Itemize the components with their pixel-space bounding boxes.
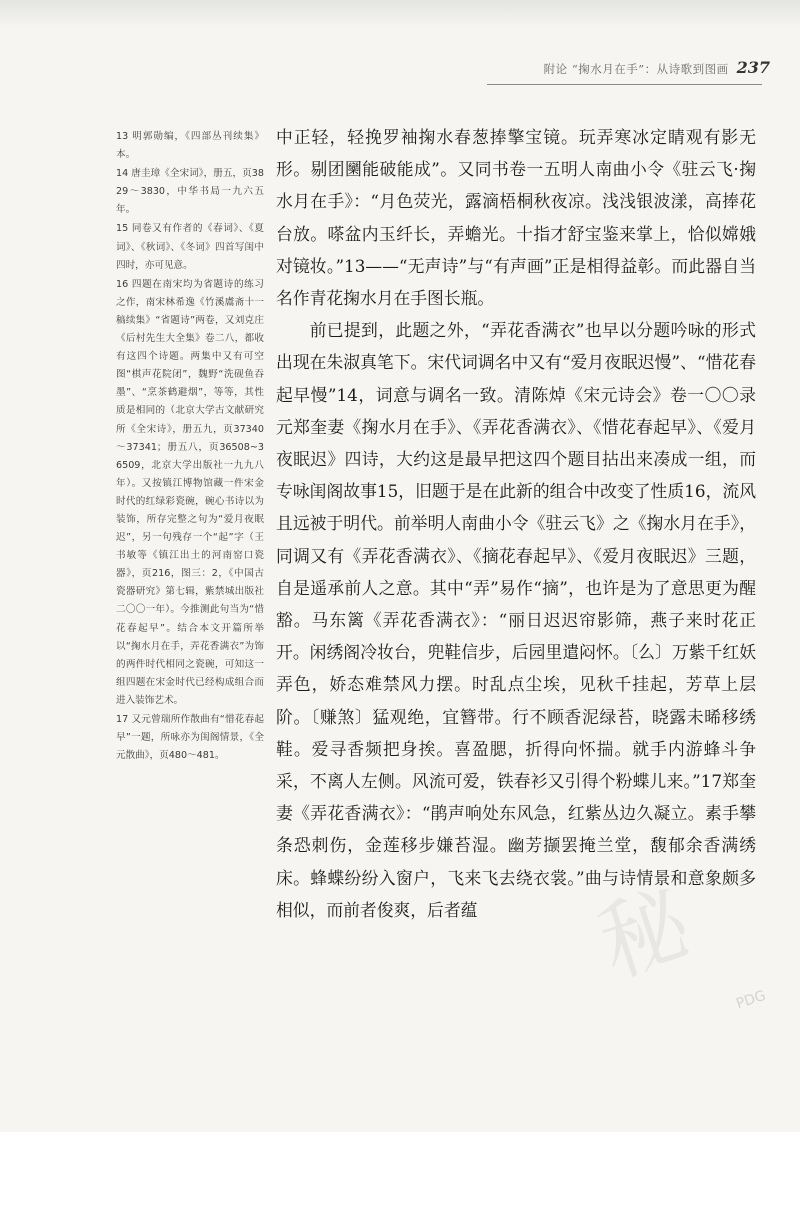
- footnote-17: 17 又元曾瑞所作散曲有“惜花春起早”一题，所咏亦为闺阁情景，《全元散曲》，页480～481。: [116, 714, 264, 762]
- paragraph: 前已提到，此题之外，“弄花香满衣”也早以分题吟咏的形式出现在朱淑真笔下。宋代词调名中又有“爱月夜眠迟慢”、“惜花春起早慢”14，词意与调名一致。清陈焯《宋元诗会》卷一〇〇录元郑奎妻《掬水月在手》、《弄花香满衣》、《惜花春起早》、《爱月夜眠迟》四诗，大约这是最早把这四个题目拈出来凑成一组，而专咏闺阁故事15，旧题于是在此新的组合中改变了性质16，流风且远被于明代。前举明人南曲小令《驻云飞》之《掬水月在手》，同调又有《弄花香满衣》、《摘花春起早》、《爱月夜眠迟》三题，自是遥承前人之意。其中“弄”易作“摘”，也许是为了意思更为醒豁。马东篱《弄花香满衣》：“丽日迟迟帘影筛，燕子来时花正开。闲绣阁冷妆台，兜鞋信步，后园里遣闷怀。〔么〕万紫千红妖弄色，娇态难禁风力摆。时乱点尘埃，见秋千挂起，芳草上层阶。〔赚煞〕猛观绝，宜簪带。行不顾香泥绿苔，晓露未晞移绣鞋。爱寻香频把身挨。喜盈腮，折得向怀揣。就手内游蜂斗争采，不离人左侧。风流可爱，铁春衫又引得个粉蝶儿来。”17郑奎妻《弄花香满衣》：“鹃声响处东风急，红紫丛边久凝立。素手攀条恐刺伤，金莲移步嫌苔湿。幽芳撷罢掩兰堂，馥郁余香满绣床。蜂蝶纷纷入窗户，飞来飞去绕衣裳。”曲与诗情景和意象颇多相似，而前者俊爽，后者蕴: [276, 320, 756, 920]
- page-number: 237: [736, 58, 770, 77]
- scan-top-shadow: [0, 0, 800, 28]
- running-header: [480, 58, 770, 80]
- footnote-13: 13 明郭勋编，《四部丛刊续集》本。: [116, 131, 264, 161]
- watermark-seal: 秘: [586, 873, 695, 997]
- paragraph-continued: 中正轻，轻挽罗袖掬水春葱捧擎宝镜。玩弄寒冰定睛观有影无形。剔团圞能破能成”。又同书卷一五明人南曲小令《驻云飞·掬水月在手》：“月色荧光，露滴梧桐秋夜凉。浅浅银波漾，高捧花台放。嗏盆内玉纤长，弄蟾光。十指才舒宝鉴来掌上，恰似嫦娥对镜妆。”13——“无声诗”与“有声画”正是相得益彰。而此器自当名作青花掬水月在手图长瓶。: [276, 127, 756, 309]
- header-rule: [487, 84, 762, 85]
- body-text: [276, 121, 756, 926]
- footnote-14: 14 唐圭璋《全宋词》，册五，页3829～3830，中华书局一九六五年。: [116, 168, 264, 216]
- footnote-15: 15 同卷又有作者的《春词》、《夏词》、《秋词》、《冬词》四首写闺中四时，亦可见意。: [116, 223, 264, 271]
- margin-notes: [116, 128, 264, 766]
- watermark-tag: PDG: [734, 987, 768, 1013]
- running-title: 附论 “掬水月在手”：从诗歌到图画: [543, 62, 729, 76]
- footnote-16: 16 四题在南宋均为省题诗的练习之作，南宋林希逸《竹溪鬳斋十一稿续集》“省题诗”两卷，又刘克庄《后村先生大全集》卷二八，都收有这四个诗题。两集中又有可空图“棋声花院闭”，魏野“洗砚鱼吞墨”、“烹茶鹤避烟”，等等，其性质是相同的（北京大学古文献研究所《全宋诗》，册五九，页37340～37341；册五八，页36508~36509，北京大学出版社一九九八年）。又按镇江博物馆藏一件宋金时代的红绿彩瓷碗，碗心书诗以为装饰，所存完整之句为“爱月夜眠迟”，另一句残存一个“起”字（王书敏等《镇江出土的河南窑口瓷器》，页216，图三：2，《中国古瓷器研究》第七辑，紫禁城出版社二〇〇一年）。今推测此句当为“惜花春起早”。结合本文开篇所举以“掬水月在手，弄花香满衣”为饰的两件时代相同之瓷碗，可知这一组四题在宋金时代已经构成组合而进入装饰艺术。: [116, 278, 264, 706]
